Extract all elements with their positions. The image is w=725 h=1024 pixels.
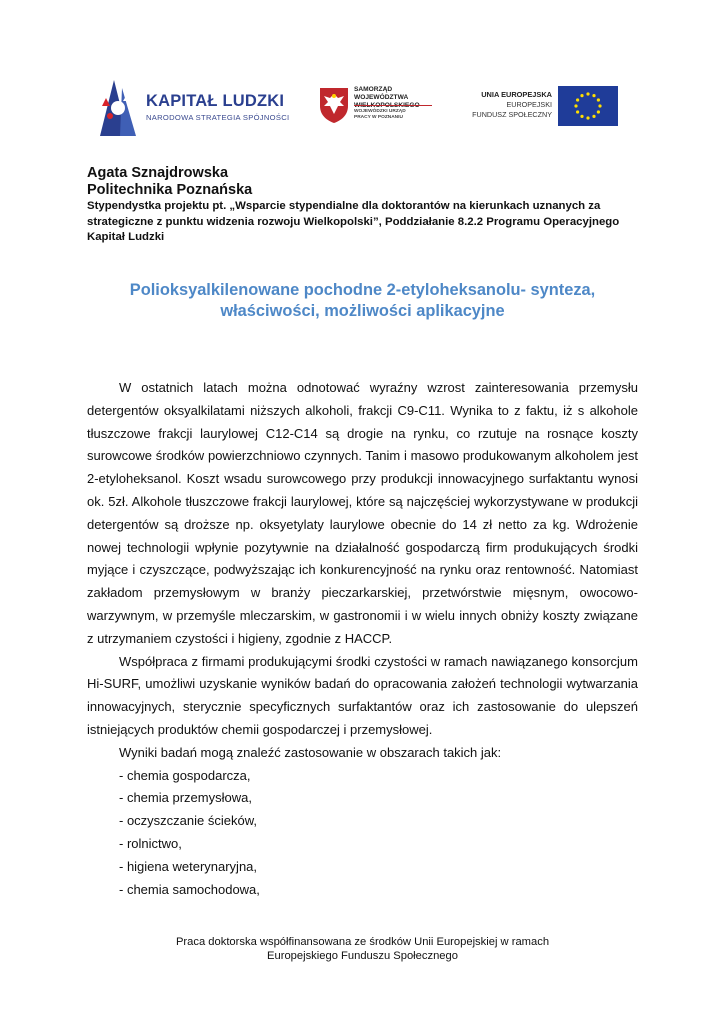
list-item: - chemia gospodarcza, <box>119 767 251 783</box>
list-item: - oczyszczanie ścieków, <box>119 813 257 829</box>
logo-bar <box>0 0 725 150</box>
eu-star-icon <box>580 115 583 118</box>
ue-line1: UNIA EUROPEJSKA <box>481 90 552 99</box>
wup-name: WOJEWÓDZKI URZĄD PRACY W POZNANIU <box>354 109 406 120</box>
ue-line2: EUROPEJSKI <box>506 100 552 109</box>
list-item: - rolnictwo, <box>119 835 182 851</box>
paragraph-1: W ostatnich latach można odnotować wyraźny wzrost zainteresowania przemysłu detergentów oksyalkilatami niższych alkoholi, frakcji C9-C11. Wynika to z faktu, iż s alkohole tłuszczowe frakcji laurylowej C12-C14 są drogie na rynku, co rzutuje na rosnące koszty surowcowe środków powierzchniowo czynnych. Tanim i masowo produkowanym alkoholem jest 2-etyloheksanol. Koszt wsadu surowcowego przy produkcji innowacyjnego surfaktantu wynosi ok. 5zł. Alkohole tłuszczowe frakcji laurylowej, które są najczęściej wykorzystywane w produkcji detergentów są droższe np. oksyetylaty laurylowe obecnie do 14 zł netto za kg. Wdrożenie nowej technologii wpłynie pozytywnie na działalność gospodarczą firm produkujących środki myjące i czyszczące, podwyższając ich konkurencyjność na rynku oraz rentowność. Natomiast zakładom przemysłowym w branży pieczarkarskiej, przetwórstwie mięsnym, owocowo- warzywnym, w przemyśle mleczarskim, w gastronomii i w wielu innych obniży koszty związane z utrzymaniem czystości i higieny, zgodnie z HACCP. <box>87 380 638 646</box>
list-item: - higiena weterynaryjna, <box>119 858 258 874</box>
eu-star-icon <box>597 110 600 113</box>
document-title: Polioksyalkilenowane pochodne 2-etyloheksanolu- synteza, właściwości, możliwości aplikacyjne <box>129 281 596 320</box>
eu-star-icon <box>592 115 595 118</box>
eu-flag-icon <box>558 86 618 126</box>
footer-line-1: Praca doktorska współfinansowana ze środków Unii Europejskiej w ramach <box>175 936 550 948</box>
kapital-ludzki-logo <box>96 78 290 138</box>
paragraph-3: Wyniki badań mogą znaleźć zastosowanie w obszarach takich jak: <box>119 744 502 760</box>
samorzad-name: SAMORZĄD WOJEWÓDZTWA <box>354 86 408 101</box>
list-item: - chemia samochodowa, <box>119 881 260 897</box>
kapital-ludzki-emblem-icon <box>96 78 146 138</box>
author-name: Agata Sznajdrowska <box>87 165 229 181</box>
eu-star-icon <box>586 116 589 119</box>
eagle-shield-icon <box>318 86 350 124</box>
eu-star-icon <box>586 92 589 95</box>
kapital-ludzki-subtitle: NARODOWA STRATEGIA SPÓJNOŚCI <box>146 113 290 122</box>
kapital-ludzki-title: KAPITAŁ LUDZKI <box>146 92 285 110</box>
samorzad-logo <box>318 84 438 130</box>
ue-line3: FUNDUSZ SPOŁECZNY <box>472 110 552 119</box>
eu-star-icon <box>597 98 600 101</box>
paragraph-2: Współpraca z firmami produkującymi środki czystości w ramach nawiązanego konsorcjum Hi-SURF, umożliwi uzyskanie wyników badań do opracowania założeń technologii wytwarzania innowacyjnych, sterycznie specyficznych surfaktantów oraz ich zastosowanie do ulepszeń istniejących produktów chemii gospodarczej i przemysłowej. <box>87 653 638 737</box>
eu-star-icon <box>576 98 579 101</box>
eu-star-icon <box>576 110 579 113</box>
scholarship-note: Stypendystka projektu pt. „Wsparcie stypendialne dla doktorantów na kierunkach uznanych za strategiczne z punktu widzenia rozwoju Wielkopolski”, Poddziałanie 8.2.2 Programu Operacyjnego Kapitał Ludzki <box>87 200 620 243</box>
affiliation: Politechnika Poznańska <box>87 182 253 198</box>
eu-star-icon <box>574 104 577 107</box>
application-list <box>87 765 638 902</box>
list-item: - chemia przemysłowa, <box>119 790 252 806</box>
document-body <box>87 377 638 901</box>
eu-star-icon <box>592 94 595 97</box>
samorzad-divider <box>354 105 432 106</box>
footer <box>87 935 638 963</box>
footer-line-2: Europejskiego Funduszu Społecznego <box>267 950 458 962</box>
ue-text <box>462 90 552 120</box>
eu-star-icon <box>598 104 601 107</box>
eu-star-icon <box>580 94 583 97</box>
